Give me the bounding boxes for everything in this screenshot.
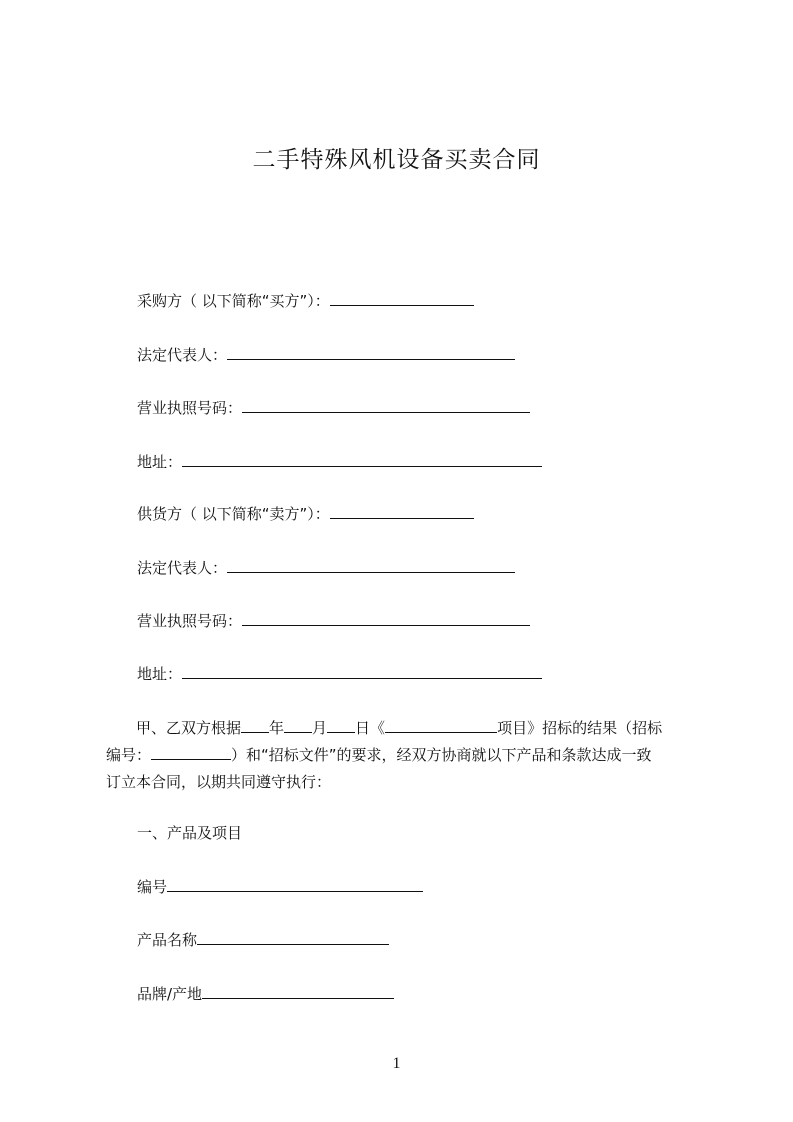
buyer-rep-blank xyxy=(227,344,515,360)
bid-number-blank xyxy=(151,744,231,760)
seller-rep-line xyxy=(137,557,515,579)
intro-text-bidno: 编号： xyxy=(106,746,152,764)
product-name-blank xyxy=(197,929,389,945)
seller-license-line xyxy=(137,610,530,632)
buyer-address-line xyxy=(137,451,542,473)
seller-address-blank xyxy=(182,663,542,679)
seller-address-line xyxy=(137,663,542,685)
seller-label: 供货方（ 以下简称“卖方”）： xyxy=(137,505,330,523)
item-number-blank xyxy=(167,876,423,892)
year-blank xyxy=(241,717,269,733)
item-number-line xyxy=(137,876,423,898)
intro-row-3 xyxy=(106,769,716,796)
seller-address-label: 地址： xyxy=(137,665,183,683)
item-number-label: 编号 xyxy=(137,878,168,896)
day-blank xyxy=(327,717,355,733)
buyer-address-blank xyxy=(182,451,542,467)
project-blank xyxy=(385,717,497,733)
intro-text-3: 订立本合同，以期共同遵守执行： xyxy=(106,773,332,791)
product-name-label: 产品名称 xyxy=(137,931,198,949)
buyer-address-label: 地址： xyxy=(137,453,183,471)
intro-text-year: 年 xyxy=(269,719,285,737)
product-name-line xyxy=(137,929,389,951)
intro-text-day: 日《 xyxy=(355,719,386,737)
intro-text-2: ）和“招标文件”的要求，经双方协商就以下产品和条款达成一致 xyxy=(231,746,652,764)
page-number: 1 xyxy=(392,1055,401,1072)
seller-license-label: 营业执照号码： xyxy=(137,612,243,630)
seller-rep-blank xyxy=(227,557,515,573)
brand-origin-line xyxy=(137,983,394,1005)
intro-row-1 xyxy=(106,715,716,742)
buyer-license-label: 营业执照号码： xyxy=(137,399,243,417)
intro-text-month: 月 xyxy=(312,719,328,737)
seller-license-blank xyxy=(242,610,530,626)
brand-origin-blank xyxy=(202,983,394,999)
buyer-label: 采购方（ 以下简称“买方”）： xyxy=(137,292,330,310)
seller-line xyxy=(137,503,474,525)
buyer-rep-line xyxy=(137,344,515,366)
buyer-blank xyxy=(330,290,474,306)
month-blank xyxy=(284,717,312,733)
buyer-rep-label: 法定代表人： xyxy=(137,346,228,364)
section-1-heading: 一、产品及项目 xyxy=(137,824,243,842)
intro-paragraph xyxy=(106,715,716,796)
buyer-license-line xyxy=(137,397,530,419)
brand-origin-label: 品牌/产地 xyxy=(137,985,203,1003)
intro-text-1: 甲、乙双方根据 xyxy=(136,719,242,737)
seller-blank xyxy=(330,503,474,519)
seller-rep-label: 法定代表人： xyxy=(137,559,228,577)
contract-title: 二手特殊风机设备买卖合同 xyxy=(252,147,541,173)
intro-text-project: 项目》招标的结果（招标 xyxy=(497,719,663,737)
intro-row-2 xyxy=(106,742,716,769)
buyer-line xyxy=(137,290,474,312)
buyer-license-blank xyxy=(242,397,530,413)
